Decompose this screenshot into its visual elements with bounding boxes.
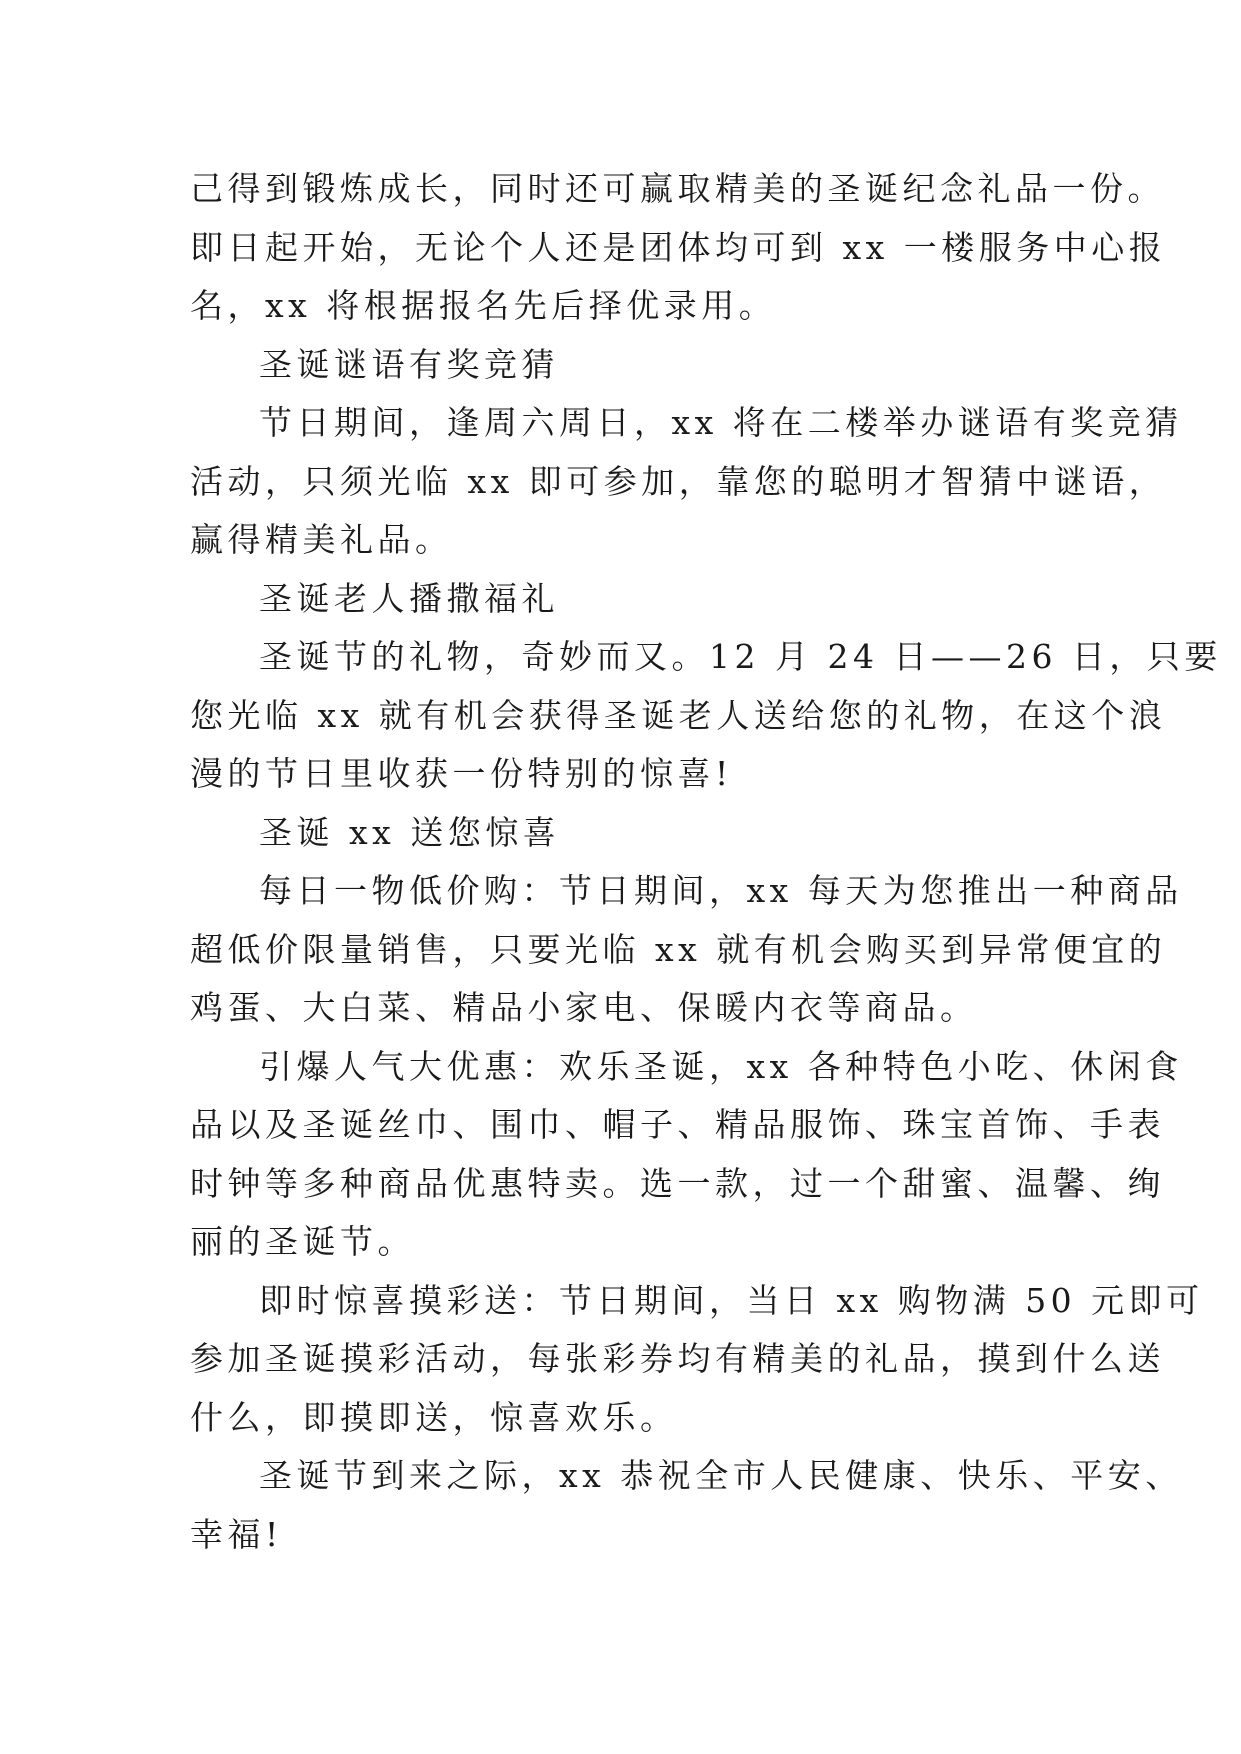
paragraph-line: 丽的圣诞节。 (190, 1222, 415, 1261)
paragraph-line: 即时惊喜摸彩送：节日期间，当日 xx 购物满 50 元即可 (259, 1280, 1204, 1320)
paragraph-line: 品以及圣诞丝巾、围巾、帽子、精品服饰、珠宝首饰、手表 (190, 1105, 1165, 1144)
body-paragraph (190, 394, 1183, 570)
body-paragraph (190, 1272, 1204, 1448)
paragraph-line: 鸡蛋、大白菜、精品小家电、保暖内衣等商品。 (190, 988, 978, 1027)
paragraph-line: 圣诞节的礼物，奇妙而又。12 月 24 日——26 日，只要 (259, 637, 1222, 676)
section-heading (190, 336, 1090, 395)
paragraph-line: 时钟等多种商品优惠特卖。选一款，过一个甜蜜、温馨、绚 (190, 1163, 1165, 1203)
paragraph-line: 您光临 xx 就有机会获得圣诞老人送给您的礼物，在这个浪 (190, 695, 1167, 735)
heading-text: 圣诞谜语有奖竞猜 (259, 344, 559, 384)
paragraph-line: 引爆人气大优惠：欢乐圣诞，xx 各种特色小吃、休闲食 (259, 1046, 1183, 1086)
paragraph-line: 名，xx 将根据报名先后择优录用。 (190, 286, 777, 325)
paragraph-line: 漫的节日里收获一份特别的惊喜! (190, 754, 733, 793)
paragraph-line: 己得到锻炼成长，同时还可赢取精美的圣诞纪念礼品一份。 (190, 169, 1165, 208)
heading-text: 圣诞老人播撒福礼 (259, 578, 559, 618)
paragraph-line: 什么，即摸即送，惊喜欢乐。 (190, 1397, 678, 1437)
section-heading (190, 570, 1090, 629)
body-paragraph (190, 1447, 1183, 1564)
heading-text: 圣诞 xx 送您惊喜 (259, 812, 561, 852)
paragraph-line: 节日期间，逢周六周日，xx 将在二楼举办谜语有奖竞猜 (259, 403, 1183, 442)
document-body (190, 160, 1222, 1564)
paragraph-line: 赢得精美礼品。 (190, 520, 453, 559)
paragraph-line: 活动，只须光临 xx 即可参加，靠您的聪明才智猜中谜语， (190, 461, 1167, 501)
section-heading (190, 804, 1090, 863)
paragraph-line: 超低价限量销售，只要光临 xx 就有机会购买到异常便宜的 (190, 929, 1167, 969)
paragraph-line: 参加圣诞摸彩活动，每张彩券均有精美的礼品，摸到什么送 (190, 1339, 1165, 1378)
paragraph-line: 即日起开始，无论个人还是团体均可到 xx 一楼服务中心报 (190, 227, 1167, 267)
paragraph-line: 每日一物低价购：节日期间，xx 每天为您推出一种商品 (259, 871, 1183, 910)
body-paragraph (190, 862, 1183, 1038)
paragraph-line: 圣诞节到来之际，xx 恭祝全市人民健康、快乐、平安、 (259, 1456, 1183, 1495)
body-paragraph (190, 160, 1167, 336)
paragraph-line: 幸福! (190, 1514, 283, 1554)
body-paragraph (190, 628, 1222, 804)
body-paragraph (190, 1038, 1183, 1272)
